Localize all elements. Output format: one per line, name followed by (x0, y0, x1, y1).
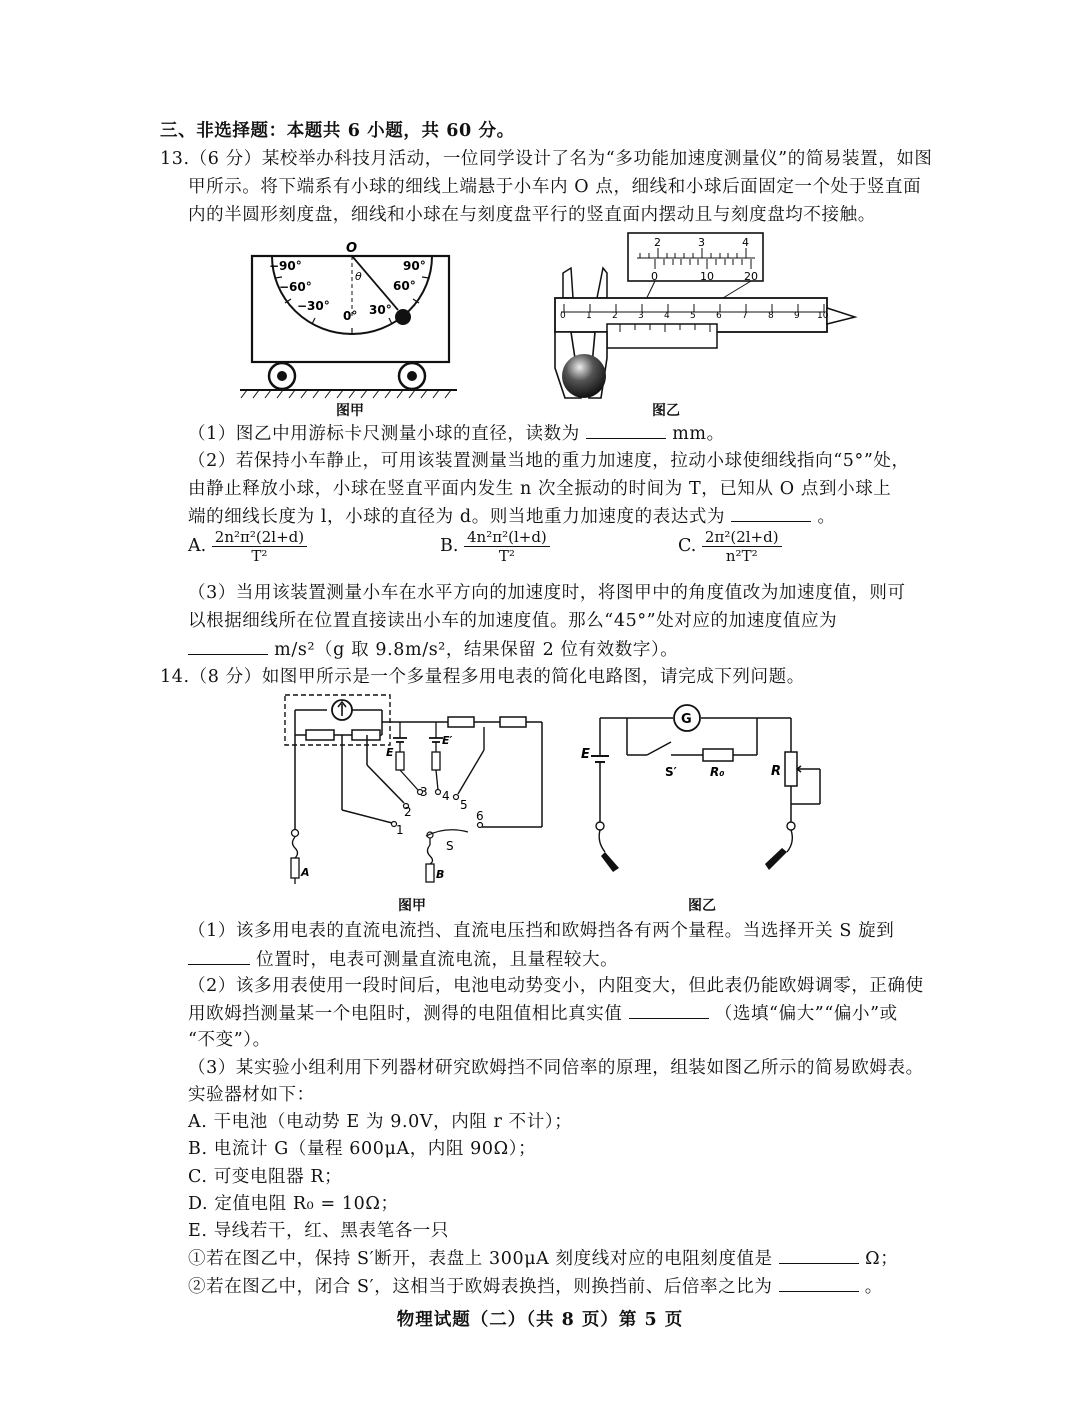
probe-a-label: A (301, 866, 310, 879)
q14-part1-line2 (188, 946, 618, 973)
main-scale-0: 0 (560, 311, 566, 321)
zoom-main-3: 3 (698, 236, 705, 249)
option-b-denominator: T² (498, 547, 515, 565)
q14-item-a: A. 干电池（电动势 E 为 9.0V，内阻 r 不计）； (188, 1112, 573, 1132)
rheostat-label: R (771, 764, 782, 779)
q14-part2-blank[interactable] (629, 1000, 709, 1019)
main-scale-6: 6 (716, 311, 722, 321)
q14-item-b: B. 电流计 G（量程 600μA，内阻 90Ω）； (188, 1139, 537, 1159)
switch-s-label: S (446, 839, 454, 853)
q14-sub2 (188, 1273, 883, 1300)
label-o: O (346, 241, 358, 256)
q14-figure-circuit (270, 690, 560, 890)
q13-part2-end: 。 (817, 507, 836, 527)
option-c-denominator: n²T² (725, 547, 758, 565)
probe-b-label: B (436, 868, 445, 881)
q14-caption-left: 图甲 (398, 898, 426, 914)
q14-sub1 (188, 1245, 898, 1272)
zoom-vernier-10: 10 (700, 270, 714, 283)
q13-intro-line1: 13.（6 分）某校举办科技月活动，一位同学设计了名为“多功能加速度测量仪”的简易装置，如图 (160, 149, 933, 169)
q14-part1-line1: （1）该多用电表的直流电流挡、直流电压挡和欧姆挡各有两个量程。当选择开关 S 旋到 (188, 921, 895, 941)
page-footer: 物理试题（二）（共 8 页）第 5 页 (396, 1310, 684, 1330)
q14-part1-line2-text: 位置时，电表可测量直流电流，且量程较大。 (256, 950, 619, 970)
main-scale-4: 4 (664, 311, 670, 321)
main-scale-3: 3 (638, 311, 644, 321)
q14-part1-blank[interactable] (188, 946, 250, 965)
label-p30: 30° (369, 303, 392, 317)
q13-part3-line3-text: m/s²（g 取 9.8m/s²，结果保留 2 位有效数字）。 (274, 640, 679, 660)
option-a-numerator: 2n²π²(2l+d) (212, 528, 307, 547)
option-c-label: C. (678, 536, 697, 556)
label-theta: θ (355, 270, 362, 283)
switch-pos-6: 6 (476, 809, 484, 823)
battery-e2-label: E′ (442, 734, 453, 747)
q14-item-e: E. 导线若干，红、黑表笔各一只 (188, 1221, 449, 1241)
option-c-fraction (702, 528, 782, 565)
q13-part3-line2: 以根据细线所在位置直接读出小车的加速度值。那么“45°”处对应的加速度值应为 (188, 611, 838, 631)
label-p90: 90° (403, 259, 426, 273)
q13-part3-blank[interactable] (188, 636, 268, 655)
main-scale-9: 9 (794, 311, 800, 321)
switch-pos-1: 1 (396, 823, 404, 837)
q13-part3-line1: （3）当用该装置测量小车在水平方向的加速度时，将图甲中的角度值改为加速度值，则可 (188, 583, 906, 603)
section-heading: 三、非选择题：本题共 6 小题，共 60 分。 (160, 121, 515, 141)
q13-intro-line2: 甲所示。将下端系有小球的细线上端悬于小车内 O 点，细线和小球后面固定一个处于竖直面 (188, 177, 922, 197)
label-0: 0° (343, 309, 358, 323)
q14-item-d: D. 定值电阻 R₀ = 10Ω； (188, 1194, 399, 1214)
q14-part2-line2-tail: （选填“偏大”“偏小”或 (714, 1004, 898, 1024)
q13-part2-line2: 由静止释放小球，小球在竖直平面内发生 n 次全振动的时间为 T，已知从 O 点到小球上 (188, 479, 892, 499)
zoom-main-2: 2 (654, 236, 661, 249)
option-a-label: A. (188, 536, 207, 556)
q13-part1-blank[interactable] (586, 420, 666, 439)
option-b-label: B. (440, 536, 459, 556)
q13-part2-blank[interactable] (731, 503, 811, 522)
q13-option-b[interactable] (440, 528, 550, 565)
main-scale-2: 2 (612, 311, 618, 321)
q13-part2-line3-text: 端的细线长度为 l，小球的直径为 d。则当地重力加速度的表达式为 (188, 507, 726, 527)
option-a-denominator: T² (251, 547, 268, 565)
q14-figure-ohmmeter (575, 700, 835, 885)
q14-sub1-text: ①若在图乙中，保持 S′断开，表盘上 300μA 刻度线对应的电阻刻度值是 (188, 1249, 773, 1269)
q14-sub2-end: 。 (864, 1277, 883, 1297)
q14-part2-line2-text: 用欧姆挡测量某一个电阻时，测得的电阻值相比真实值 (188, 1004, 623, 1024)
q14-sub1-unit: Ω； (865, 1249, 899, 1269)
q13-part1 (188, 420, 725, 447)
q14-sub2-text: ②若在图乙中，闭合 S′，这相当于欧姆表换挡，则换挡前、后倍率之比为 (188, 1277, 773, 1297)
battery-label: E (581, 747, 590, 762)
q14-part2-line1: （2）该多用表使用一段时间后，电池电动势变小，内阻变大，但此表仍能欧姆调零，正确使 (188, 976, 924, 996)
switch-s-prime-label: S′ (665, 765, 677, 779)
q13-part2-line3 (188, 503, 836, 530)
q13-option-c[interactable] (678, 528, 782, 565)
switch-pos-5: 5 (460, 798, 468, 812)
zoom-vernier-0: 0 (651, 270, 658, 283)
label-m60: −60° (279, 280, 312, 294)
zoom-main-4: 4 (742, 236, 749, 249)
label-p60: 60° (393, 279, 416, 293)
q14-part2-line2 (188, 1000, 898, 1027)
q13-intro-line3: 内的半圆形刻度盘，细线和小球在与刻度盘平行的竖直面内摆动且与刻度盘均不接触。 (188, 205, 876, 225)
main-scale-8: 8 (768, 311, 774, 321)
q14-part3-line1: （3）某实验小组利用下列器材研究欧姆挡不同倍率的原理，组装如图乙所示的简易欧姆表。 (188, 1058, 924, 1078)
main-scale-5: 5 (690, 311, 696, 321)
label-m90: −90° (269, 259, 302, 273)
switch-pos-3: 3 (420, 785, 428, 799)
main-scale-1: 1 (586, 311, 592, 321)
q14-intro: 14.（8 分）如图甲所示是一个多量程多用电表的简化电路图，请完成下列问题。 (160, 667, 805, 687)
q13-part2-line1: （2）若保持小车静止，可用该装置测量当地的重力加速度，拉动小球使细线指向“5°”处， (188, 451, 910, 471)
q13-figure-caliper (525, 228, 865, 408)
q13-caption-left: 图甲 (336, 403, 364, 419)
q14-item-c: C. 可变电阻器 R； (188, 1167, 343, 1187)
option-a-fraction (212, 528, 307, 565)
r0-label: R₀ (710, 765, 725, 779)
q14-sub1-blank[interactable] (779, 1245, 859, 1264)
q13-figure-cart (235, 238, 465, 408)
q13-part1-unit: mm。 (672, 424, 725, 444)
q13-option-a[interactable] (188, 528, 307, 565)
q14-part3-line2: 实验器材如下： (188, 1085, 315, 1105)
option-b-fraction (464, 528, 550, 565)
q13-caption-right: 图乙 (652, 403, 680, 419)
label-m30: −30° (297, 299, 330, 313)
q13-part1-text: （1）图乙中用游标卡尺测量小球的直径，读数为 (188, 424, 580, 444)
zoom-vernier-20: 20 (744, 270, 758, 283)
q13-part3-line3 (188, 636, 678, 663)
main-scale-10: 10 (817, 311, 829, 321)
q14-part2-line3: “不变”）。 (188, 1030, 271, 1050)
galvanometer-label: G (681, 712, 692, 727)
switch-pos-4: 4 (442, 789, 450, 803)
main-scale-7: 7 (742, 311, 748, 321)
option-b-numerator: 4n²π²(l+d) (464, 528, 550, 547)
option-c-numerator: 2π²(2l+d) (702, 528, 782, 547)
switch-pos-2: 2 (404, 805, 412, 819)
battery-e-label: E (386, 746, 394, 759)
q14-sub2-blank[interactable] (779, 1273, 859, 1292)
q14-caption-right: 图乙 (688, 898, 716, 914)
